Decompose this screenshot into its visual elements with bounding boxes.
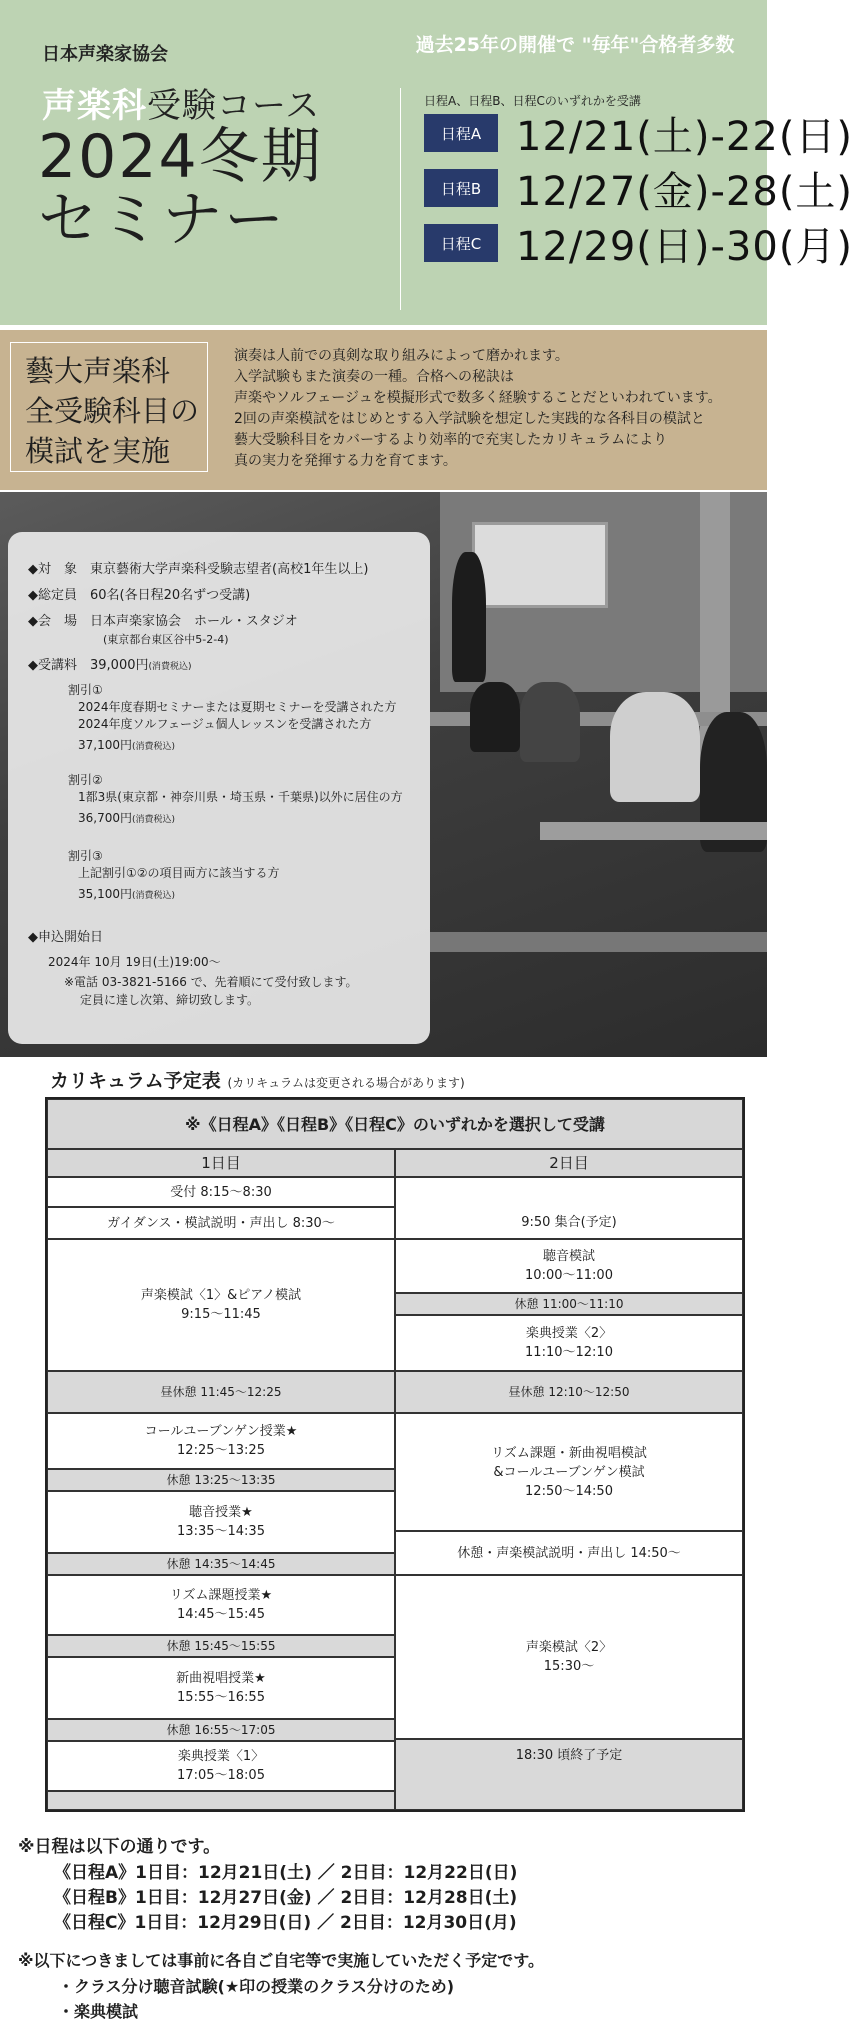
day1-lunch: 昼休憩 11:45～12:25 xyxy=(47,1371,395,1413)
course-title xyxy=(42,78,320,127)
schedule-date: 12/29(日)-30(月) xyxy=(516,223,853,270)
intro-text-line: 声楽やソルフェージュを模擬形式で数多く経験することだといわれています。 xyxy=(234,390,722,406)
curriculum-heading: カリキュラム予定表 xyxy=(50,1070,221,1092)
day1-ear-training-title: 聴音授業★ xyxy=(189,1505,253,1520)
discount-3-tax: (消費税込) xyxy=(132,891,176,901)
day1-rhythm-time: 14:45～15:45 xyxy=(177,1607,265,1622)
course-title-accent: 声楽科 xyxy=(42,86,147,126)
schedule-badge: 日程C xyxy=(424,224,498,262)
day2-gather: 9:50 集合(予定) xyxy=(395,1177,743,1239)
info-panel xyxy=(8,532,430,1044)
day1-chorubungen-time: 12:25～13:25 xyxy=(177,1443,265,1458)
info-venue: ◆会 場 日本声楽家協会 ホール・スタジオ xyxy=(28,614,298,629)
day1-break-4: 休憩 16:55～17:05 xyxy=(47,1719,395,1741)
day2-ear-training-title: 聴音模試 xyxy=(542,1249,595,1264)
photo-whiteboard xyxy=(472,522,608,608)
discount-3-amount: 35,100円 xyxy=(78,887,132,901)
home-test-note: ※以下につきましては事前に各自ご自宅等で実施していただく予定です。 xyxy=(18,1951,544,1970)
discount-1-tax: (消費税込) xyxy=(132,742,176,752)
day1-ear-training-class xyxy=(47,1491,395,1553)
schedule-row-c xyxy=(424,222,853,270)
schedule-list-title: ※日程は以下の通りです。 xyxy=(18,1837,221,1857)
table-header-day2: 2日目 xyxy=(395,1149,743,1177)
info-capacity: ◆総定員 60名(各日程20名ずつ受講) xyxy=(28,588,251,603)
schedule-date: 12/27(金)-28(土) xyxy=(516,168,853,215)
day1-break-3: 休憩 15:45～15:55 xyxy=(47,1635,395,1657)
info-fee-tax: (消費税込) xyxy=(148,662,192,672)
intro-text-line: 藝大受験科目をカバーするより効率的で充実したカリキュラムにより xyxy=(234,432,668,448)
day2-vocal-exam-2-time: 15:30～ xyxy=(543,1659,595,1674)
day1-sight-singing-class xyxy=(47,1657,395,1719)
discount-2-tax: (消費税込) xyxy=(132,815,176,825)
day1-theory-title: 楽典授業〈1〉 xyxy=(177,1749,265,1764)
table-header-day1: 1日目 xyxy=(47,1149,395,1177)
apply-note: 定員に達し次第、締切致します。 xyxy=(80,993,260,1007)
info-fee-value: ◆受講料 39,000円 xyxy=(28,658,149,673)
intro-text xyxy=(234,346,754,472)
day2-theory-time: 11:10～12:10 xyxy=(525,1345,613,1360)
schedule-list-b: 《日程B》1日目：12月27日(金) ／ 2日目：12月28日(土) xyxy=(54,1888,518,1908)
day2-theory-title: 楽典授業〈2〉 xyxy=(525,1326,613,1341)
day2-break-2: 休憩・声楽模試説明・声出し 14:50～ xyxy=(395,1531,743,1575)
intro-text-line: 真の実力を発揮する力を育てます。 xyxy=(234,453,457,469)
seminar-title-line2: 2024冬期 xyxy=(38,122,323,192)
day1-theory-class xyxy=(47,1741,395,1791)
schedule-badge: 日程B xyxy=(424,169,498,207)
curriculum-title xyxy=(50,1066,465,1093)
day2-end: 18:30 頃終了予定 xyxy=(395,1739,743,1810)
schedule-date: 12/21(土)-22(日) xyxy=(516,113,853,160)
header-tagline: 過去25年の開催で "毎年"合格者多数 xyxy=(415,34,735,56)
discount-1-line1: 2024年度春期セミナーまたは夏期セミナーを受講された方 xyxy=(78,700,397,714)
seminar-title-line3: セミナー xyxy=(38,185,286,255)
discount-2-title: 割引② xyxy=(68,773,103,787)
day2-rhythm-time: 12:50～14:50 xyxy=(525,1483,613,1499)
day1-vocal-exam-1 xyxy=(47,1239,395,1371)
discount-3-price xyxy=(78,886,175,905)
intro-text-line: 2回の声楽模試をはじめとする入学試験を想定した実践的な各科目の模試と xyxy=(234,411,705,427)
info-target: ◆対 象 東京藝術大学声楽科受験志望者(高校1年生以上) xyxy=(28,562,369,577)
day2-break-1: 休憩 11:00～11:10 xyxy=(395,1293,743,1315)
photo-student xyxy=(470,682,520,752)
day1-sight-singing-time: 15:55～16:55 xyxy=(177,1690,265,1705)
photo-teacher xyxy=(452,552,486,682)
intro-headline-line: 模試を実施 xyxy=(25,434,171,468)
day2-vocal-exam-2 xyxy=(395,1575,743,1739)
day1-sight-singing-title: 新曲視唱授業★ xyxy=(176,1671,266,1686)
apply-date: 2024年 10月 19日(土)19:00～ xyxy=(48,955,221,969)
day1-vocal-exam-1-time: 9:15～11:45 xyxy=(181,1307,261,1322)
organization-name: 日本声楽家協会 xyxy=(42,44,168,65)
home-test-item-1: ・クラス分け聴音試験(★印の授業のクラス分けのため) xyxy=(58,1977,455,1996)
schedule-badge: 日程A xyxy=(424,114,498,152)
day2-lunch: 昼休憩 12:10～12:50 xyxy=(395,1371,743,1413)
day2-rhythm-title2: &コールユーブンゲン模試 xyxy=(493,1464,645,1480)
day1-empty-row xyxy=(47,1791,395,1810)
day1-reception: 受付 8:15～8:30 xyxy=(47,1177,395,1207)
day1-rhythm-title: リズム課題授業★ xyxy=(169,1588,273,1603)
day2-rhythm-exam xyxy=(395,1413,743,1531)
intro-band xyxy=(0,330,767,490)
discount-2-price xyxy=(78,810,175,829)
day1-ear-training-time: 13:35～14:35 xyxy=(177,1524,265,1539)
intro-text-line: 演奏は人前での真剣な取り組みによって磨かれます。 xyxy=(234,348,569,364)
schedule-list-c: 《日程C》1日目：12月29日(日) ／ 2日目：12月30日(月) xyxy=(54,1913,517,1933)
discount-1-amount: 37,100円 xyxy=(78,738,132,752)
info-fee xyxy=(28,656,192,677)
day2-ear-training-exam xyxy=(395,1239,743,1293)
day1-break-1: 休憩 13:25～13:35 xyxy=(47,1469,395,1491)
header-divider xyxy=(400,88,401,310)
apply-title: ◆申込開始日 xyxy=(28,930,103,945)
day1-chorubungen-title: コールユーブンゲン授業★ xyxy=(144,1424,298,1439)
day2-rhythm-title: リズム課題・新曲視唱模試 xyxy=(491,1445,647,1461)
day1-chorubungen-class xyxy=(47,1413,395,1469)
photo-desk xyxy=(540,822,767,840)
home-test-item-2: ・楽典模試 xyxy=(58,2002,139,2021)
course-title-rest: 受験コース xyxy=(147,86,321,126)
curriculum-note: (カリキュラムは変更される場合があります) xyxy=(227,1076,465,1090)
discount-3-line1: 上記割引①②の項目両方に該当する方 xyxy=(78,866,280,880)
intro-headline-line: 藝大声楽科 xyxy=(25,354,171,388)
apply-tel: ※電話 03-3821-5166 で、先着順にて受付致します。 xyxy=(64,975,358,989)
photo-student xyxy=(610,692,700,802)
schedule-row-a xyxy=(424,112,853,160)
schedule-list-a: 《日程A》1日目：12月21日(土) ／ 2日目：12月22日(日) xyxy=(54,1863,518,1883)
day1-theory-time: 17:05～18:05 xyxy=(177,1768,265,1783)
intro-headline-box xyxy=(10,342,208,472)
day2-vocal-exam-2-title: 声楽模試〈2〉 xyxy=(525,1640,613,1655)
schedule-row-b xyxy=(424,167,853,215)
day1-vocal-exam-1-title: 声楽模試〈1〉&ピアノ模試 xyxy=(140,1288,302,1303)
discount-3-title: 割引③ xyxy=(68,849,103,863)
discount-2-line1: 1都3県(東京都・神奈川県・埼玉県・千葉県)以外に居住の方 xyxy=(78,790,403,804)
day2-theory-class xyxy=(395,1315,743,1371)
photo-desk xyxy=(430,932,767,952)
table-banner: ※《日程A》《日程B》《日程C》のいずれかを選択して受講 xyxy=(47,1099,743,1149)
day1-break-2: 休憩 14:35～14:45 xyxy=(47,1553,395,1575)
discount-1-price xyxy=(78,737,175,756)
day2-ear-training-time: 10:00～11:00 xyxy=(525,1268,613,1283)
discount-1-title: 割引① xyxy=(68,683,103,697)
intro-text-line: 入学試験もまた演奏の一種。合格への秘訣は xyxy=(234,369,514,385)
intro-headline-line: 全受験科目の xyxy=(25,394,200,428)
discount-2-amount: 36,700円 xyxy=(78,811,132,825)
header-banner xyxy=(0,0,853,325)
seminar-title xyxy=(38,122,323,255)
photo-student xyxy=(520,682,580,762)
day1-guidance: ガイダンス・模試説明・声出し 8:30～ xyxy=(47,1207,395,1239)
discount-1-line2: 2024年度ソルフェージュ個人レッスンを受講された方 xyxy=(78,717,372,731)
classroom-photo xyxy=(0,492,767,1057)
schedule-note: 日程A、日程B、日程Cのいずれかを受講 xyxy=(424,94,641,108)
day1-rhythm-class xyxy=(47,1575,395,1635)
info-address: (東京都台東区谷中5-2-4) xyxy=(103,633,229,646)
curriculum-table xyxy=(45,1097,745,1812)
